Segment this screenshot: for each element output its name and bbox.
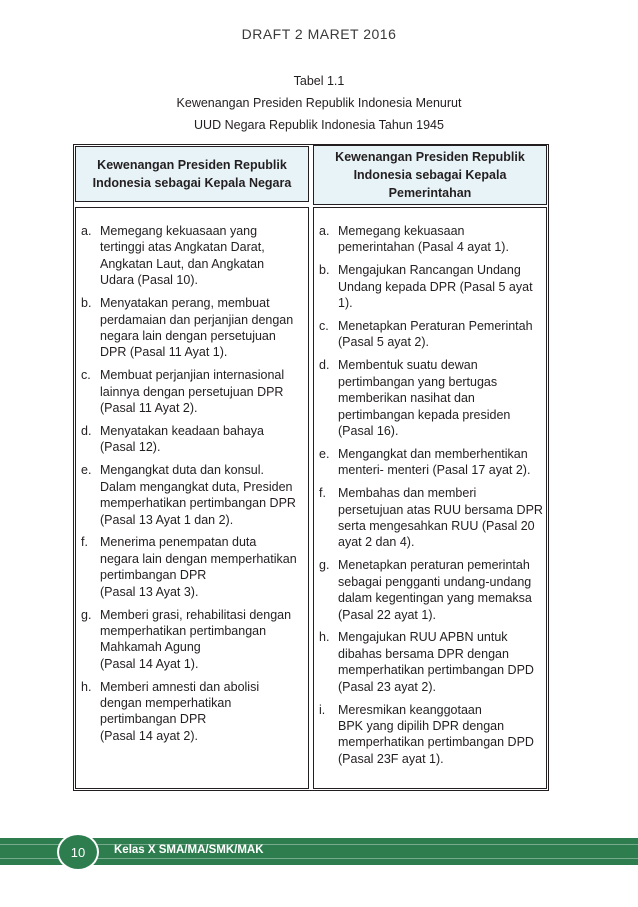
- list-text: Menetapkan peraturan pemerintah sebagai pengganti undang-undang dalam kegentingan yang memaksa (Pasal 22 ayat 1).: [338, 558, 532, 622]
- list-text: Mengangkat duta dan konsul. Dalam mengangkat duta, Presiden memperhatikan pertimbangan DPR (Pasal 13 Ayat 1 dan 2).: [100, 463, 296, 527]
- list-marker: b.: [81, 296, 92, 311]
- header-kepala-negara-text: Kewenangan Presiden Republik Indonesia sebagai Kepala Negara: [92, 158, 292, 190]
- list-item: [81, 423, 309, 456]
- page-number-badge: [57, 833, 99, 871]
- table-number: Tabel 1.1: [293, 74, 345, 88]
- list-kepala-negara: [81, 223, 309, 751]
- list-text: Memberi grasi, rehabilitasi dengan memperhatikan pertimbangan Mahkamah Agung (Pasal 14 Ayat 1).: [100, 607, 292, 671]
- list-text: Membentuk suatu dewan pertimbangan yang bertugas memberikan nasihat dan pertimbangan kepada presiden (Pasal 16).: [338, 358, 511, 438]
- list-marker: e.: [319, 446, 330, 461]
- list-item: [319, 357, 547, 439]
- list-marker: g.: [81, 607, 92, 622]
- list-text: Mengajukan RUU APBN untuk dibahas bersama DPR dengan memperhatikan pertimbangan DPD (Pasal 23 ayat 2).: [338, 630, 534, 694]
- list-marker: c.: [319, 319, 329, 334]
- list-item: [81, 607, 309, 673]
- list-item: [81, 679, 309, 745]
- list-text: Meresmikan keanggotaan BPK yang dipilih DPR dengan memperhatikan pertimbangan DPD (Pasal 23F ayat 1).: [338, 702, 534, 766]
- header-kepala-pemerintahan-text: Kewenangan Presiden Republik Indonesia sebagai Kepala Pemerintahan: [335, 150, 525, 200]
- list-marker: h.: [319, 630, 330, 645]
- list-item: [319, 446, 547, 479]
- list-kepala-pemerintahan: [319, 223, 547, 774]
- list-item: [319, 485, 547, 551]
- list-text: Memberi amnesti dan abolisi dengan memperhatikan pertimbangan DPR (Pasal 14 ayat 2).: [100, 679, 260, 743]
- list-item: [81, 223, 309, 289]
- table-title-line-1: Kewenangan Presiden Republik Indonesia Menurut: [176, 96, 462, 110]
- list-text: Menyatakan keadaan bahaya (Pasal 12).: [100, 423, 265, 455]
- list-marker: a.: [319, 224, 330, 238]
- list-marker: f.: [319, 486, 326, 501]
- list-marker: a.: [81, 224, 92, 238]
- list-item: [319, 629, 547, 695]
- list-text: Membuat perjanjian internasional lainnya dengan persetujuan DPR (Pasal 11 Ayat 2).: [100, 368, 285, 416]
- list-marker: d.: [319, 358, 330, 373]
- list-marker: f.: [81, 535, 88, 550]
- list-marker: b.: [319, 263, 330, 278]
- page-number: 10: [70, 844, 86, 860]
- header-kepala-pemerintahan: [313, 145, 547, 205]
- list-item: [319, 262, 547, 311]
- list-item: [319, 223, 547, 256]
- list-text: Menetapkan Peraturan Pemerintah (Pasal 5 ayat 2).: [338, 319, 533, 350]
- list-text: Mengangkat dan memberhentikan menteri- menteri (Pasal 17 ayat 2).: [338, 446, 531, 478]
- list-text: Menerima penempatan duta negara lain dengan memperhatikan pertimbangan DPR (Pasal 13 Ayat 3).: [100, 535, 297, 599]
- list-text: Memegang kekuasaan pemerintahan (Pasal 4 ayat 1).: [338, 224, 509, 255]
- list-item: [81, 367, 309, 416]
- table-title-line-2: UUD Negara Republik Indonesia Tahun 1945: [194, 118, 444, 132]
- list-item: [81, 462, 309, 528]
- list-item: [81, 534, 309, 600]
- list-text: Membahas dan memberi persetujuan atas RUU bersama DPR serta mengesahkan RUU (Pasal 20 ayat 2 dan 4).: [338, 486, 543, 550]
- list-item: [81, 295, 309, 361]
- header-kepala-negara: [75, 146, 309, 202]
- list-item: [319, 702, 547, 768]
- list-text: Mengajukan Rancangan Undang Undang kepada DPR (Pasal 5 ayat 1).: [338, 263, 533, 311]
- list-marker: e.: [81, 463, 92, 478]
- list-marker: g.: [319, 558, 330, 573]
- list-text: Menyatakan perang, membuat perdamaian dan perjanjian dengan negara lain dengan persetujuan DPR (Pasal 11 Ayat 1).: [100, 296, 294, 360]
- list-marker: d.: [81, 423, 92, 438]
- list-text: Memegang kekuasaan yang tertinggi atas Angkatan Darat, Angkatan Laut, dan Angkatan Udara (Pasal 10).: [100, 224, 265, 288]
- book-title: Kelas X SMA/MA/SMK/MAK: [114, 844, 264, 856]
- list-marker: i.: [319, 702, 326, 717]
- list-item: [319, 318, 547, 351]
- list-item: [319, 557, 547, 623]
- list-marker: h.: [81, 679, 92, 694]
- draft-label: DRAFT 2 MARET 2016: [241, 26, 397, 42]
- list-marker: c.: [81, 368, 91, 383]
